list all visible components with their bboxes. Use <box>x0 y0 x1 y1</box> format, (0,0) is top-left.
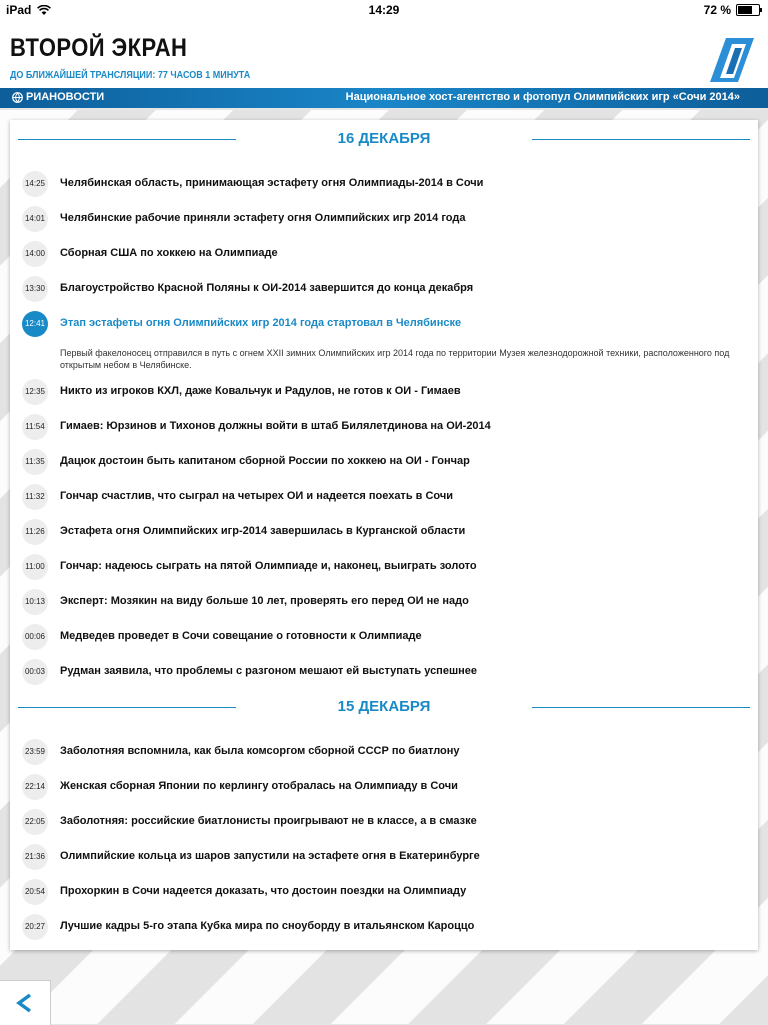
time-badge: 14:25 <box>22 171 48 197</box>
news-item[interactable] <box>22 554 746 582</box>
battery-fill <box>738 6 752 14</box>
news-item[interactable] <box>22 276 746 304</box>
news-headline[interactable]: Медведев проведет в Сочи совещание о готовности к Олимпиаде <box>60 630 422 642</box>
time-badge: 13:30 <box>22 276 48 302</box>
news-item[interactable] <box>22 879 746 907</box>
news-headline[interactable]: Олимпийские кольца из шаров запустили на эстафете огня в Екатеринбурге <box>60 850 480 862</box>
news-headline[interactable]: Никто из игроков КХЛ, даже Ковальчук и Радулов, не готов к ОИ - Гимаев <box>60 385 461 397</box>
battery-icon <box>736 4 760 16</box>
time-badge: 11:54 <box>22 414 48 440</box>
time-badge: 00:03 <box>22 659 48 685</box>
news-item[interactable] <box>22 659 746 687</box>
news-headline[interactable]: Гимаев: Юрзинов и Тихонов должны войти в штаб Билялетдинова на ОИ-2014 <box>60 420 491 432</box>
time-badge: 12:35 <box>22 379 48 405</box>
app-header <box>0 20 768 88</box>
news-headline[interactable]: Прохоркин в Сочи надеется доказать, что достоин поездки на Олимпиаду <box>60 885 467 897</box>
time-badge: 23:59 <box>22 739 48 765</box>
date-label: 15 ДЕКАБРЯ <box>337 698 431 715</box>
news-headline[interactable]: Челябинская область, принимающая эстафету огня Олимпиады-2014 в Сочи <box>60 177 484 189</box>
back-chevron-icon <box>15 993 33 1013</box>
news-headline[interactable]: Гончар счастлив, что сыграл на четырех ОИ и надеется поехать в Сочи <box>60 490 453 502</box>
news-item[interactable] <box>22 739 746 767</box>
time-badge: 14:01 <box>22 206 48 232</box>
ria-banner-text: Национальное хост-агентство и фотопул Олимпийских игр «Сочи 2014» <box>345 91 740 103</box>
news-headline[interactable]: Рудман заявила, что проблемы с разгоном мешают ей выступать успешнее <box>60 665 477 677</box>
broadcast-countdown: ДО БЛИЖАЙШЕЙ ТРАНСЛЯЦИИ: 77 ЧАСОВ 1 МИНУТА <box>10 70 251 81</box>
time-badge: 22:05 <box>22 809 48 835</box>
back-button[interactable] <box>0 980 51 1025</box>
news-item[interactable] <box>22 519 746 547</box>
news-feed <box>10 120 758 950</box>
news-item[interactable] <box>22 484 746 512</box>
news-headline[interactable]: Дацюк достоин быть капитаном сборной России по хоккею на ОИ - Гончар <box>60 455 470 467</box>
time-badge: 10:13 <box>22 589 48 615</box>
news-headline[interactable]: Гончар: надеюсь сыграть на пятой Олимпиаде и, наконец, выиграть золото <box>60 560 477 572</box>
ria-logo-text: РИАНОВОСТИ <box>26 91 105 103</box>
news-item[interactable] <box>22 589 746 617</box>
time-badge: 11:35 <box>22 449 48 475</box>
channel-one-logo[interactable] <box>702 30 758 86</box>
globe-icon <box>12 92 23 103</box>
time-badge: 12:41 <box>22 311 48 337</box>
news-headline[interactable]: Женская сборная Японии по керлингу отобралась на Олимпиаду в Сочи <box>60 780 458 792</box>
news-item[interactable] <box>22 774 746 802</box>
news-headline[interactable]: Благоустройство Красной Поляны к ОИ-2014 завершится до конца декабря <box>60 282 474 294</box>
news-headline[interactable]: Лучшие кадры 5-го этапа Кубка мира по сноуборду в итальянском Кароццо <box>60 920 475 932</box>
news-item[interactable] <box>22 449 746 477</box>
status-bar <box>0 0 768 20</box>
news-item[interactable] <box>22 206 746 234</box>
news-item[interactable] <box>22 624 746 652</box>
news-item[interactable] <box>22 414 746 442</box>
page-title: ВТОРОЙ ЭКРАН <box>10 34 188 62</box>
clock: 14:29 <box>368 3 400 17</box>
time-badge: 22:14 <box>22 774 48 800</box>
time-badge: 20:27 <box>22 914 48 940</box>
news-headline[interactable]: Челябинские рабочие приняли эстафету огня Олимпийских игр 2014 года <box>60 212 466 224</box>
news-item[interactable] <box>22 914 746 942</box>
news-headline[interactable]: Эксперт: Мозякин на виду больше 10 лет, проверять его перед ОИ не надо <box>60 595 469 607</box>
news-headline[interactable]: Заболотняя: российские биатлонисты проигрывают не в классе, а в смазке <box>60 815 477 827</box>
time-badge: 20:54 <box>22 879 48 905</box>
time-badge: 11:32 <box>22 484 48 510</box>
time-badge: 11:00 <box>22 554 48 580</box>
date-label: 16 ДЕКАБРЯ <box>337 130 431 147</box>
divider <box>532 707 750 708</box>
news-item[interactable] <box>22 809 746 837</box>
news-item[interactable] <box>22 171 746 199</box>
news-lead: Первый факелоносец отправился в путь с огнем XXII зимних Олимпийских игр 2014 года по территории Музея железнодорожной техники, расположенного под открытым небом в Челябинске. <box>60 348 730 370</box>
news-headline[interactable]: Эстафета огня Олимпийских игр-2014 завершилась в Курганской области <box>60 525 466 537</box>
date-header <box>10 128 758 152</box>
news-headline[interactable]: Сборная США по хоккею на Олимпиаде <box>60 247 278 259</box>
divider <box>532 139 750 140</box>
ria-banner <box>0 88 768 108</box>
time-badge: 00:06 <box>22 624 48 650</box>
time-badge: 14:00 <box>22 241 48 267</box>
news-item[interactable] <box>22 379 746 407</box>
news-item[interactable] <box>22 844 746 872</box>
news-headline[interactable]: Заболотняя вспомнила, как была комсоргом сборной СССР по биатлону <box>60 745 460 757</box>
news-headline[interactable]: Этап эстафеты огня Олимпийских игр 2014 года стартовал в Челябинске <box>60 317 462 329</box>
ria-logo <box>12 91 104 103</box>
battery-percent: 72 % <box>703 3 731 17</box>
time-badge: 21:36 <box>22 844 48 870</box>
time-badge: 11:26 <box>22 519 48 545</box>
news-item-selected[interactable] <box>22 311 746 339</box>
news-item[interactable] <box>22 241 746 269</box>
date-header <box>10 696 758 720</box>
device-name: iPad <box>6 3 32 17</box>
